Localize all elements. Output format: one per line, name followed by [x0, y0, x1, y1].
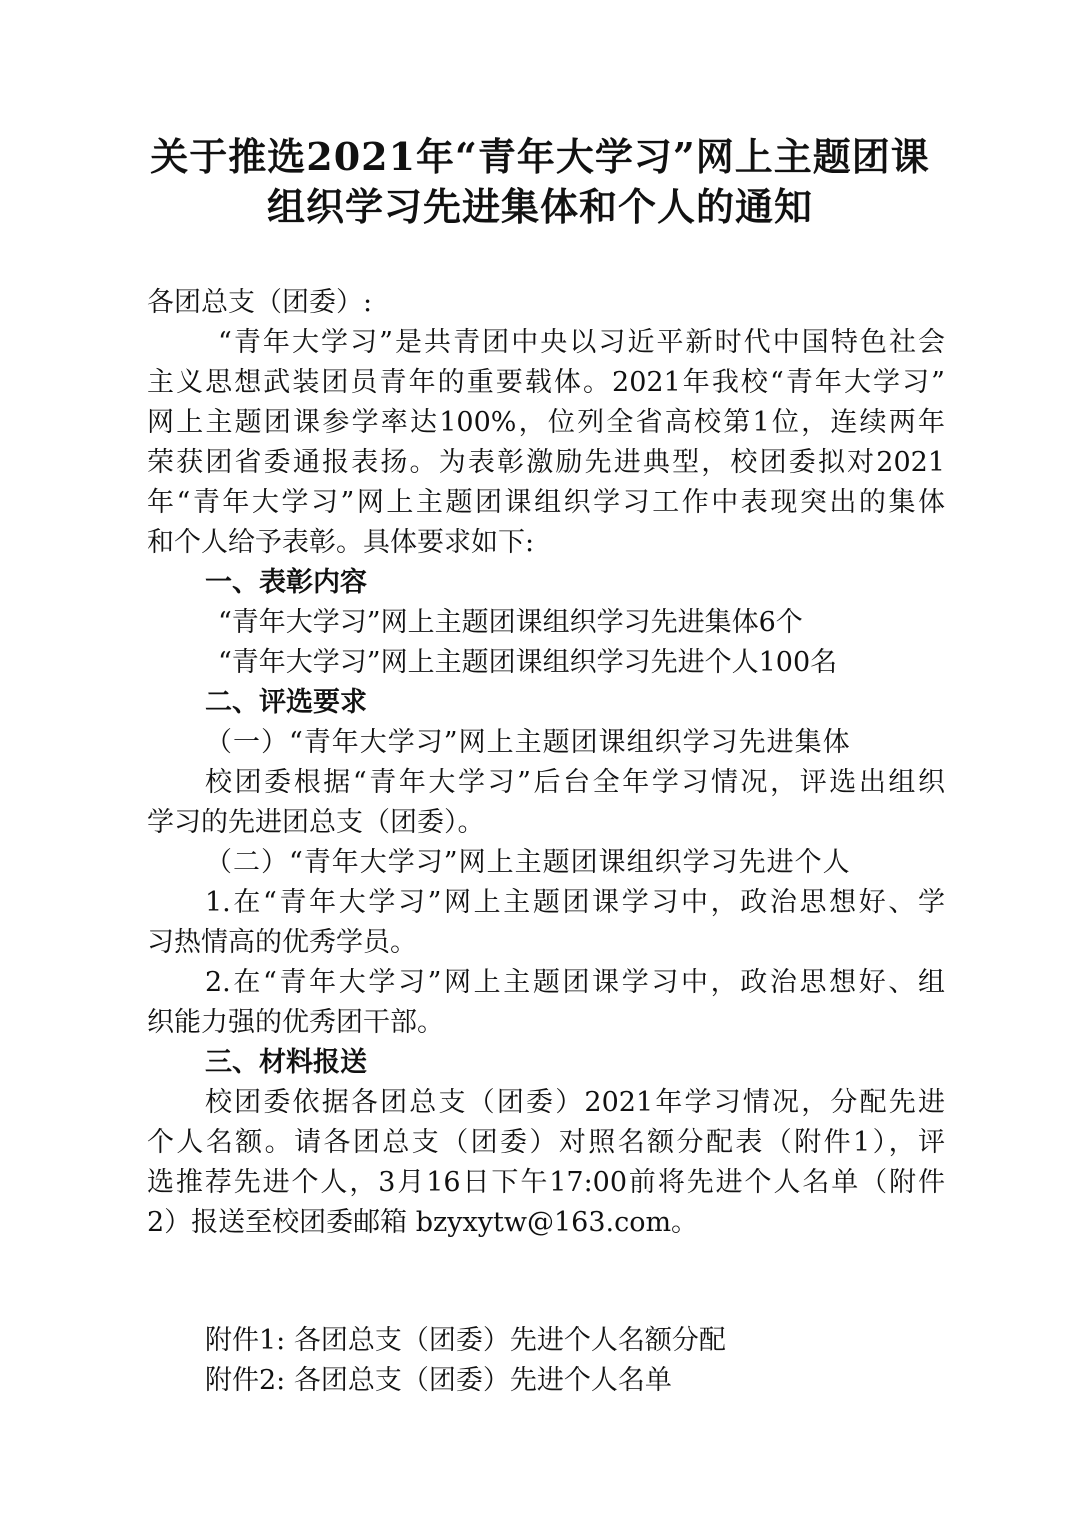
section-2-sub-1-line-1: 校团委根据“青年大学习”后台全年学习情况，评选出组织	[205, 767, 945, 798]
section-1-item-1: “青年大学习”网上主题团课组织学习先进集体6个	[218, 607, 803, 638]
intro-line-3: 网上主题团课参学率达100%，位列全省高校第1位，连续两年	[147, 407, 945, 438]
section-3-line-2: 个人名额。请各团总支（团委）对照名额分配表（附件1），评	[147, 1127, 945, 1158]
section-2-sub-2-line-3: 2.在“青年大学习”网上主题团课学习中，政治思想好、组	[205, 967, 945, 998]
document-title-line-2: 组织学习先进集体和个人的通知	[266, 184, 813, 229]
section-3-line-1: 校团委依据各团总支（团委）2021年学习情况，分配先进	[205, 1087, 945, 1118]
section-2-sub-1-heading: （一）“青年大学习”网上主题团课组织学习先进集体	[205, 727, 851, 758]
section-2-sub-2-heading: （二）“青年大学习”网上主题团课组织学习先进个人	[205, 847, 851, 878]
attachment-2: 附件2: 各团总支（团委）先进个人名单	[205, 1365, 672, 1396]
section-1-heading: 一、表彰内容	[205, 567, 367, 598]
document-title-line-1: 关于推选2021年“青年大学习”网上主题团课	[150, 134, 930, 179]
salutation: 各团总支（团委）:	[147, 287, 373, 318]
section-2-sub-2-line-4: 织能力强的优秀团干部。	[147, 1007, 444, 1038]
section-3-line-3: 选推荐先进个人，3月16日下午17:00前将先进个人名单（附件	[147, 1167, 945, 1198]
intro-line-1: “青年大学习”是共青团中央以习近平新时代中国特色社会	[218, 327, 945, 358]
intro-line-2: 主义思想武装团员青年的重要载体。2021年我校“青年大学习”	[147, 367, 945, 398]
section-1-item-2: “青年大学习”网上主题团课组织学习先进个人100名	[218, 647, 838, 678]
intro-line-4: 荣获团省委通报表扬。为表彰激励先进典型，校团委拟对2021	[147, 447, 945, 478]
section-2-sub-2-line-1: 1.在“青年大学习”网上主题团课学习中，政治思想好、学	[205, 887, 945, 918]
attachment-1: 附件1: 各团总支（团委）先进个人名额分配	[205, 1325, 726, 1356]
section-2-heading: 二、评选要求	[205, 687, 367, 718]
section-3-heading: 三、材料报送	[205, 1047, 367, 1078]
intro-line-6: 和个人给予表彰。具体要求如下:	[147, 527, 535, 558]
intro-line-5: 年“青年大学习”网上主题团课组织学习工作中表现突出的集体	[147, 487, 945, 518]
section-2-sub-1-line-2: 学习的先进团总支（团委）。	[147, 807, 485, 838]
section-2-sub-2-line-2: 习热情高的优秀学员。	[147, 927, 417, 958]
section-3-line-4: 2）报送至校团委邮箱 bzyxytw@163.com。	[147, 1207, 699, 1238]
